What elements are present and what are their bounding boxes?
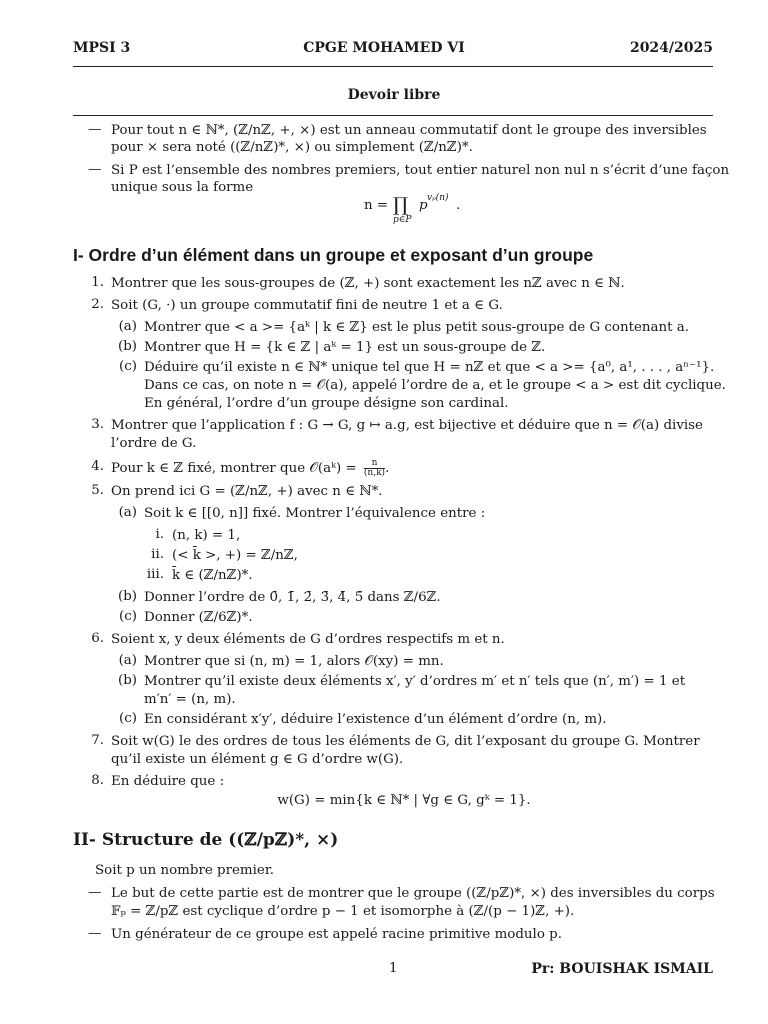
item-2b: Montrer que H = {k ∈ ℤ | aᵏ = 1} est un sous-groupe de ℤ.: [144, 340, 546, 355]
item-5c: Donner (ℤ/6ℤ)*.: [144, 610, 253, 625]
fraction: [364, 459, 385, 478]
section-2-bullet: —: [88, 885, 102, 900]
item-number: 7.: [91, 733, 104, 748]
page-title: Devoir libre: [347, 87, 441, 103]
item-4-end: .: [385, 461, 390, 476]
author: Pr: BOUISHAK ISMAIL: [531, 961, 713, 977]
section-2-bullet: —: [88, 926, 102, 941]
item-7-line-1: Soit w(G) le des ordres de tous les éléments de G, dit l’exposant du groupe G. Montrer: [111, 734, 700, 749]
item-6b-line-2: m′n′ = (n, m).: [144, 692, 236, 707]
item-2a: Montrer que < a >= {aᵏ | k ∈ ℤ} est le plus petit sous-groupe de G contenant a.: [144, 320, 690, 335]
subitem-label: (a): [118, 505, 137, 520]
item-6: Soient x, y deux éléments de G d’ordres respectifs m et n.: [111, 632, 505, 647]
title-rule: [73, 115, 713, 116]
section-2-heading: II- Structure de ((ℤ/pℤ)*, ×): [73, 830, 339, 850]
exponent-formula: w(G) = min{k ∈ ℕ* | ∀g ∈ G, gᵏ = 1}.: [277, 793, 531, 808]
product-formula: [364, 195, 494, 229]
intro-1-line-2: pour × sera noté ((ℤ/nℤ)*, ×) ou simplement (ℤ/nℤ)*.: [111, 140, 473, 155]
item-number: 4.: [91, 459, 104, 474]
section-2-bullet-1-line-2: 𝔽ₚ = ℤ/pℤ est cyclique d’ordre p − 1 et isomorphe à (ℤ/(p − 1)ℤ, +).: [111, 904, 575, 919]
item-2c-line-3: En général, l’ordre d’un groupe désigne son cardinal.: [144, 396, 509, 411]
intro-1-line-1: Pour tout n ∈ ℕ*, (ℤ/nℤ, +, ×) est un anneau commutatif dont le groupe des inversibles: [111, 123, 707, 138]
intro-2-line-2: unique sous la forme: [111, 180, 254, 195]
header-class: MPSI 3: [73, 40, 131, 56]
page-number: 1: [389, 961, 398, 976]
formula-exponent: vₚ(n): [427, 193, 449, 203]
subsubitem-label: i.: [155, 527, 164, 542]
item-number: 6.: [91, 631, 104, 646]
product-symbol: ∏: [393, 194, 409, 216]
subsubitem-label: ii.: [151, 547, 164, 562]
item-5a: Soit k ∈ [[0, n]] fixé. Montrer l’équivalence entre :: [144, 506, 486, 521]
subsubitem-label: iii.: [146, 567, 164, 582]
section-2-bullet-1-line-1: Le but de cette partie est de montrer que le groupe ((ℤ/pℤ)*, ×) des inversibles du corps: [111, 886, 715, 901]
item-7-line-2: qu’il existe un élément g ∈ G d’ordre w(G).: [111, 752, 404, 767]
header-year: 2024/2025: [629, 40, 713, 56]
item-8: En déduire que :: [111, 774, 225, 789]
header-rule: [73, 66, 713, 67]
item-6b-line-1: Montrer qu’il existe deux éléments x′, y′ d’ordres m′ et n′ tels que (n′, m′) = 1 et: [144, 674, 686, 689]
product-index: p∈P: [393, 215, 412, 225]
section-1-heading: I- Ordre d’un élément dans un groupe et exposant d’un groupe: [73, 245, 594, 265]
subitem-label: (a): [118, 653, 137, 668]
item-4: [111, 459, 389, 478]
item-number: 3.: [91, 417, 104, 432]
formula-end: .: [456, 198, 461, 213]
intro-2-line-1: Si P est l’ensemble des nombres premiers, tout entier naturel non nul n s’écrit d’une façon: [111, 163, 730, 178]
item-5b: Donner l’ordre de 0̄, 1̄, 2̄, 3̄, 4̄, 5̄ dans ℤ/6ℤ.: [144, 590, 441, 605]
formula-lhs: n =: [364, 198, 389, 213]
subitem-label: (b): [117, 589, 137, 604]
item-5a-ii: (< k̄ >, +) = ℤ/nℤ,: [172, 548, 298, 563]
intro-bullet: —: [88, 162, 102, 177]
formula-base: p: [419, 198, 428, 213]
item-6c: En considérant x′y′, déduire l’existence d’un élément d’ordre (n, m).: [144, 712, 607, 727]
item-1: Montrer que les sous-groupes de (ℤ, +) sont exactement les nℤ avec n ∈ ℕ.: [111, 276, 625, 291]
subitem-label: (c): [119, 711, 137, 726]
item-number: 2.: [91, 297, 104, 312]
subitem-label: (b): [117, 673, 137, 688]
item-number: 5.: [91, 483, 104, 498]
item-2c-line-2: Dans ce cas, on note n = 𝒪(a), appelé l’ordre de a, et le groupe < a > est dit cyclique.: [144, 378, 726, 393]
subitem-label: (b): [117, 339, 137, 354]
item-6a: Montrer que si (n, m) = 1, alors 𝒪(xy) = mn.: [144, 654, 444, 669]
item-3-line-1: Montrer que l’application f : G → G, g ↦ a.g, est bijective et déduire que n = 𝒪(a) divise: [111, 418, 703, 433]
item-4-text: Pour k ∈ ℤ fixé, montrer que 𝒪(aᵏ) =: [111, 461, 357, 476]
item-3-line-2: l’ordre de G.: [111, 436, 197, 451]
item-number: 1.: [91, 275, 104, 290]
item-5a-i: (n, k) = 1,: [172, 528, 241, 543]
subitem-label: (c): [119, 359, 137, 374]
item-5: On prend ici G = (ℤ/nℤ, +) avec n ∈ ℕ*.: [111, 484, 383, 499]
item-2c-line-1: Déduire qu’il existe n ∈ ℕ* unique tel que H = nℤ et que < a >= {a⁰, a¹, . . . , aⁿ⁻¹}.: [144, 360, 715, 375]
item-5a-iii: k̄ ∈ (ℤ/nℤ)*.: [172, 568, 253, 583]
subitem-label: (c): [119, 609, 137, 624]
fraction-numerator: n: [364, 459, 385, 469]
section-2-bullet-2: Un générateur de ce groupe est appelé racine primitive modulo p.: [111, 927, 562, 942]
intro-bullet: —: [88, 122, 102, 137]
section-2-intro: Soit p un nombre premier.: [95, 863, 275, 878]
item-2: Soit (G, ·) un groupe commutatif fini de neutre 1 et a ∈ G.: [111, 298, 503, 313]
header-school: CPGE MOHAMED VI: [303, 40, 465, 56]
item-number: 8.: [91, 773, 104, 788]
subitem-label: (a): [118, 319, 137, 334]
fraction-denominator: (n,k): [363, 468, 386, 478]
